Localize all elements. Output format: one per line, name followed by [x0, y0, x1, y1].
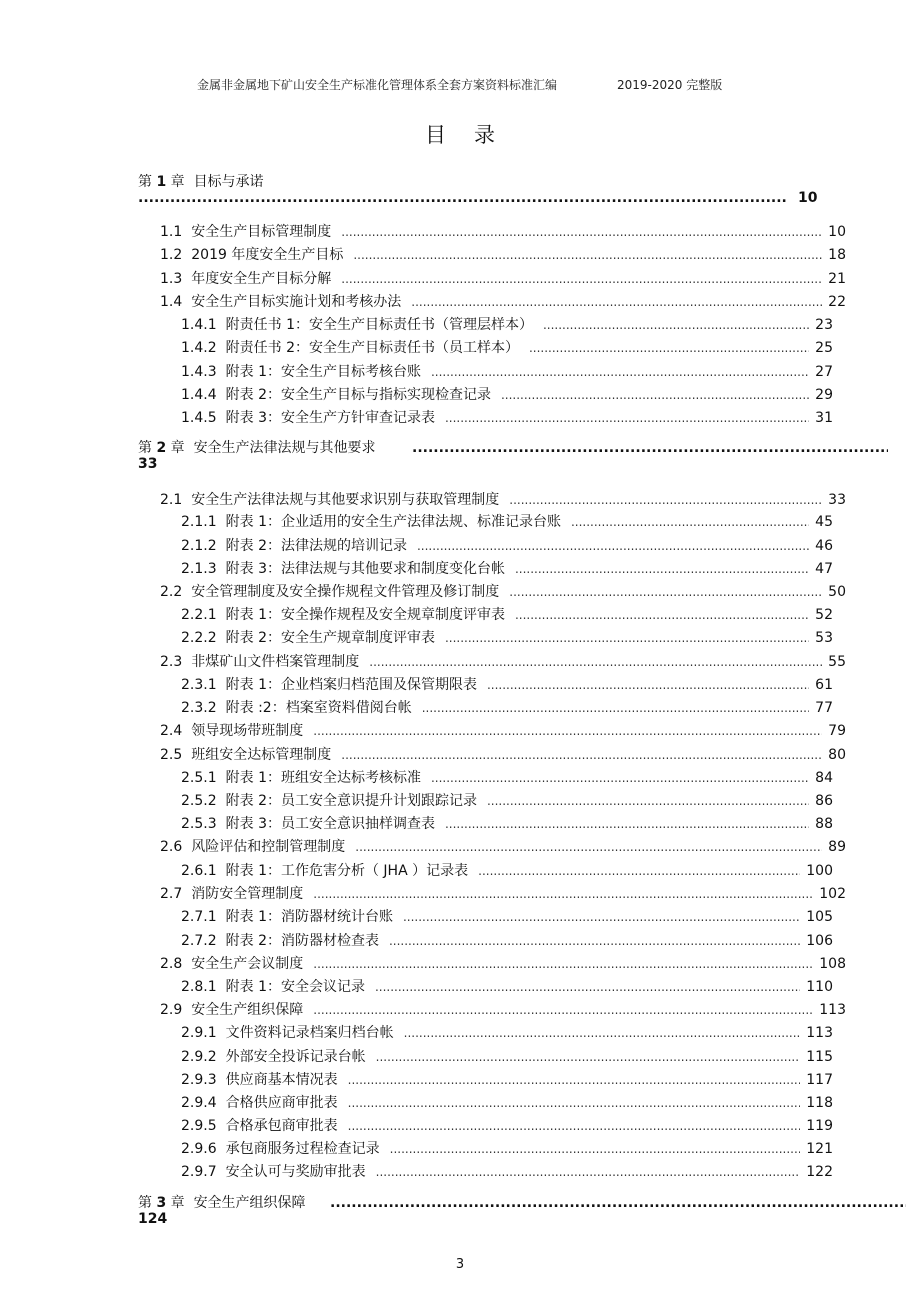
header-edition: 2019-2020 完整版 [617, 78, 723, 92]
entry-number: 1.1 [160, 224, 183, 240]
chapter-prefix: 第 [138, 440, 152, 456]
leader-dots [487, 674, 809, 696]
entry-page: 88 [815, 816, 833, 832]
chapter-suffix: 章 [170, 174, 185, 190]
entry-page: 21 [828, 271, 846, 287]
leader-dots [417, 535, 809, 557]
leader-dots [389, 930, 800, 952]
toc-entry[interactable] [160, 221, 846, 243]
leader-dots [403, 906, 800, 928]
entry-number: 1.4.4 [181, 387, 217, 403]
entry-label: 合格承包商审批表 [225, 1118, 338, 1134]
leader-dots [355, 836, 822, 858]
entry-label: 附表 2：消防器材检查表 [225, 933, 379, 949]
leader-dots [501, 384, 809, 406]
leader-dots [509, 489, 822, 511]
entry-number: 2.9.6 [181, 1141, 217, 1157]
entry-label: 附表 3：员工安全意识抽样调查表 [225, 816, 435, 832]
entry-page: 113 [806, 1025, 833, 1041]
entry-number: 2.9.7 [181, 1164, 217, 1180]
entry-label: 附表 1：安全会议记录 [225, 979, 365, 995]
entry-page: 117 [806, 1072, 833, 1088]
entry-label: 安全认可与奖励审批表 [225, 1164, 366, 1180]
leader-dots [571, 511, 809, 533]
entry-page: 25 [815, 340, 833, 356]
entry-page: 113 [819, 1002, 846, 1018]
entry-number: 2.2.2 [181, 630, 217, 646]
entry-page: 122 [806, 1164, 833, 1180]
toc-entry[interactable] [181, 1069, 833, 1091]
toc-entry[interactable] [181, 407, 833, 429]
entry-label: 风险评估和控制管理制度 [191, 839, 346, 855]
leader-dots [341, 744, 822, 766]
entry-page: 89 [828, 839, 846, 855]
entry-number: 2.5.1 [181, 770, 217, 786]
entry-number: 2.1 [160, 492, 183, 508]
leader-dots [341, 221, 822, 243]
entry-label: 附表 2：安全生产目标与指标实现检查记录 [225, 387, 491, 403]
leader-dots [341, 268, 822, 290]
entry-label: 附表 1：企业档案归档范围及保管期限表 [225, 677, 477, 693]
entry-page: 121 [806, 1141, 833, 1157]
entry-label: 年度安全生产目标分解 [191, 271, 332, 287]
entry-page: 50 [828, 584, 846, 600]
entry-number: 2.9 [160, 1002, 183, 1018]
entry-page: 86 [815, 793, 833, 809]
toc-entry[interactable] [181, 790, 833, 812]
chapter-2-page: 33 [138, 456, 158, 472]
entry-page: 55 [828, 654, 846, 670]
entry-label: 承包商服务过程检查记录 [225, 1141, 380, 1157]
entry-number: 1.4.3 [181, 364, 217, 380]
toc-entry[interactable] [181, 906, 833, 928]
entry-number: 2.8 [160, 956, 183, 972]
entry-label: 附表 3：安全生产方针审查记录表 [225, 410, 435, 426]
entry-page: 33 [828, 492, 846, 508]
entry-page: 110 [806, 979, 833, 995]
leader-dots [515, 558, 809, 580]
leader-dots [375, 976, 800, 998]
entry-label: 附表 3：法律法规与其他要求和制度变化台帐 [225, 561, 505, 577]
toc-entry[interactable] [181, 384, 833, 406]
leader-dots [431, 767, 809, 789]
leader-dots [487, 790, 809, 812]
entry-number: 2.7 [160, 886, 183, 902]
chapter-1-leader-dots [138, 188, 788, 208]
entry-page: 61 [815, 677, 833, 693]
toc-entry[interactable] [160, 244, 846, 266]
chapter-1-page: 10 [798, 190, 818, 206]
toc-entry[interactable] [181, 1046, 833, 1068]
toc-entry[interactable] [160, 744, 846, 766]
entry-label: 附表 2：员工安全意识提升计划跟踪记录 [225, 793, 477, 809]
leader-dots [445, 407, 809, 429]
leader-dots [543, 314, 809, 336]
page-number: 3 [455, 1257, 465, 1272]
entry-number: 1.2 [160, 247, 183, 263]
entry-page: 79 [828, 723, 846, 739]
entry-label: 文件资料记录档案归档台帐 [225, 1025, 394, 1041]
entry-page: 22 [828, 294, 846, 310]
chapter-2-leader-dots [412, 438, 888, 458]
toc-entry[interactable] [181, 674, 833, 696]
entry-number: 2.7.2 [181, 933, 217, 949]
entry-page: 31 [815, 410, 833, 426]
chapter-suffix: 章 [170, 440, 185, 456]
toc-entry[interactable] [181, 627, 833, 649]
entry-number: 2.9.3 [181, 1072, 217, 1088]
entry-page: 108 [819, 956, 846, 972]
chapter-number: 3 [156, 1195, 167, 1211]
toc-entry[interactable] [181, 558, 833, 580]
entry-page: 84 [815, 770, 833, 786]
leader-dots [348, 1115, 801, 1137]
toc-entry[interactable] [160, 581, 846, 603]
entry-number: 2.5 [160, 747, 183, 763]
entry-number: 2.6 [160, 839, 183, 855]
chapter-label: 目标与承诺 [193, 174, 264, 190]
entry-label: 非煤矿山文件档案管理制度 [191, 654, 360, 670]
leader-dots [404, 1022, 801, 1044]
chapter-suffix: 章 [170, 1195, 185, 1211]
entry-number: 2.9.2 [181, 1049, 217, 1065]
toc-title: 目录 [425, 123, 523, 147]
entry-label: 附表 1：工作危害分析（ JHA ）记录表 [225, 863, 469, 879]
entry-label: 合格供应商审批表 [225, 1095, 338, 1111]
entry-page: 100 [806, 863, 833, 879]
entry-number: 2.9.4 [181, 1095, 217, 1111]
chapter-prefix: 第 [138, 1195, 152, 1211]
entry-number: 2.2 [160, 584, 183, 600]
entry-label: 安全生产目标实施计划和考核办法 [191, 294, 402, 310]
entry-label: 2019 年度安全生产目标 [191, 247, 344, 263]
toc-entry[interactable] [181, 1092, 833, 1114]
entry-number: 2.2.1 [181, 607, 217, 623]
header-document-title: 金属非金属地下矿山安全生产标准化管理体系全套方案资料标准汇编 [197, 78, 558, 92]
toc-chapter-2[interactable] [138, 438, 376, 458]
entry-number: 2.3.2 [181, 700, 217, 716]
entry-label: 安全生产会议制度 [191, 956, 304, 972]
leader-dots [509, 581, 822, 603]
toc-entry[interactable] [160, 268, 846, 290]
entry-label: 供应商基本情况表 [225, 1072, 338, 1088]
toc-entry[interactable] [160, 883, 846, 905]
entry-page: 46 [815, 538, 833, 554]
entry-label: 附责任书 2：安全生产目标责任书（员工样本） [225, 340, 519, 356]
entry-page: 29 [815, 387, 833, 403]
toc-entry[interactable] [160, 999, 846, 1021]
entry-page: 10 [828, 224, 846, 240]
leader-dots [431, 361, 809, 383]
toc-entry[interactable] [181, 314, 833, 336]
leader-dots [313, 883, 813, 905]
toc-entry[interactable] [181, 535, 833, 557]
toc-entry[interactable] [181, 511, 833, 533]
toc-entry[interactable] [181, 1161, 833, 1183]
entry-label: 附表 2：安全生产规章制度评审表 [225, 630, 435, 646]
leader-dots [348, 1092, 801, 1114]
toc-entry[interactable] [181, 604, 833, 626]
leader-dots [445, 627, 809, 649]
entry-label: 附表 1：企业适用的安全生产法律法规、标准记录台账 [225, 514, 561, 530]
toc-entry[interactable] [160, 836, 846, 858]
toc-entry[interactable] [181, 860, 833, 882]
entry-page: 106 [806, 933, 833, 949]
entry-label: 安全生产目标管理制度 [191, 224, 332, 240]
toc-entry[interactable] [181, 813, 833, 835]
entry-page: 45 [815, 514, 833, 530]
entry-label: 安全生产法律法规与其他要求识别与获取管理制度 [191, 492, 500, 508]
entry-number: 2.3 [160, 654, 183, 670]
toc-entry[interactable] [181, 1022, 833, 1044]
toc-entry[interactable] [160, 291, 846, 313]
entry-page: 23 [815, 317, 833, 333]
chapter-label: 安全生产法律法规与其他要求 [193, 440, 376, 456]
leader-dots [369, 651, 822, 673]
entry-page: 52 [815, 607, 833, 623]
toc-entry[interactable] [181, 361, 833, 383]
chapter-number: 1 [156, 174, 167, 190]
entry-number: 2.8.1 [181, 979, 217, 995]
entry-number: 1.4.2 [181, 340, 217, 356]
entry-number: 2.6.1 [181, 863, 217, 879]
chapter-label: 安全生产组织保障 [193, 1195, 306, 1211]
entry-number: 1.4 [160, 294, 183, 310]
entry-number: 2.1.3 [181, 561, 217, 577]
entry-label: 领导现场带班制度 [191, 723, 304, 739]
toc-entry[interactable] [160, 489, 846, 511]
entry-page: 105 [806, 909, 833, 925]
leader-dots [348, 1069, 801, 1091]
entry-number: 2.9.5 [181, 1118, 217, 1134]
entry-label: 附表 1：安全操作规程及安全规章制度评审表 [225, 607, 505, 623]
entry-label: 附表 1：安全生产目标考核台账 [225, 364, 421, 380]
leader-dots [515, 604, 809, 626]
entry-number: 2.5.2 [181, 793, 217, 809]
entry-page: 102 [819, 886, 846, 902]
entry-label: 班组安全达标管理制度 [191, 747, 332, 763]
toc-entry[interactable] [160, 651, 846, 673]
entry-label: 安全管理制度及安全操作规程文件管理及修订制度 [191, 584, 500, 600]
toc-entry[interactable] [181, 697, 833, 719]
entry-page: 119 [806, 1118, 833, 1134]
entry-label: 消防安全管理制度 [191, 886, 304, 902]
entry-number: 2.7.1 [181, 909, 217, 925]
entry-number: 1.4.5 [181, 410, 217, 426]
chapter-prefix: 第 [138, 174, 152, 190]
entry-page: 53 [815, 630, 833, 646]
leader-dots [529, 337, 809, 359]
entry-page: 115 [806, 1049, 833, 1065]
entry-label: 安全生产组织保障 [191, 1002, 304, 1018]
toc-entry[interactable] [181, 976, 833, 998]
toc-entry[interactable] [181, 1115, 833, 1137]
toc-entry[interactable] [181, 1138, 833, 1160]
entry-label: 附表 1：消防器材统计台账 [225, 909, 393, 925]
leader-dots [376, 1046, 801, 1068]
entry-page: 80 [828, 747, 846, 763]
leader-dots [313, 999, 813, 1021]
leader-dots [478, 860, 800, 882]
entry-number: 2.5.3 [181, 816, 217, 832]
leader-dots [376, 1161, 801, 1183]
toc-entry[interactable] [160, 720, 846, 742]
toc-entry[interactable] [160, 953, 846, 975]
entry-label: 附责任书 1：安全生产目标责任书（管理层样本） [225, 317, 533, 333]
leader-dots [422, 697, 809, 719]
entry-number: 2.3.1 [181, 677, 217, 693]
chapter-3-leader-dots [330, 1193, 906, 1213]
leader-dots [313, 953, 813, 975]
entry-page: 27 [815, 364, 833, 380]
leader-dots [445, 813, 809, 835]
leader-dots [390, 1138, 801, 1160]
entry-label: 附表 :2：档案室资料借阅台帐 [225, 700, 412, 716]
entry-number: 2.9.1 [181, 1025, 217, 1041]
leader-dots [313, 720, 822, 742]
toc-entry[interactable] [181, 767, 833, 789]
chapter-number: 2 [156, 440, 167, 456]
chapter-3-page: 124 [138, 1211, 168, 1227]
entry-page: 77 [815, 700, 833, 716]
toc-entry[interactable] [181, 930, 833, 952]
leader-dots [353, 244, 822, 266]
entry-number: 1.3 [160, 271, 183, 287]
entry-number: 2.4 [160, 723, 183, 739]
entry-number: 1.4.1 [181, 317, 217, 333]
entry-label: 附表 2：法律法规的培训记录 [225, 538, 407, 554]
entry-page: 118 [806, 1095, 833, 1111]
toc-entry[interactable] [181, 337, 833, 359]
entry-label: 附表 1：班组安全达标考核标准 [225, 770, 421, 786]
entry-page: 47 [815, 561, 833, 577]
entry-page: 18 [828, 247, 846, 263]
leader-dots [411, 291, 822, 313]
entry-label: 外部安全投诉记录台帐 [225, 1049, 366, 1065]
entry-number: 2.1.1 [181, 514, 217, 530]
entry-number: 2.1.2 [181, 538, 217, 554]
